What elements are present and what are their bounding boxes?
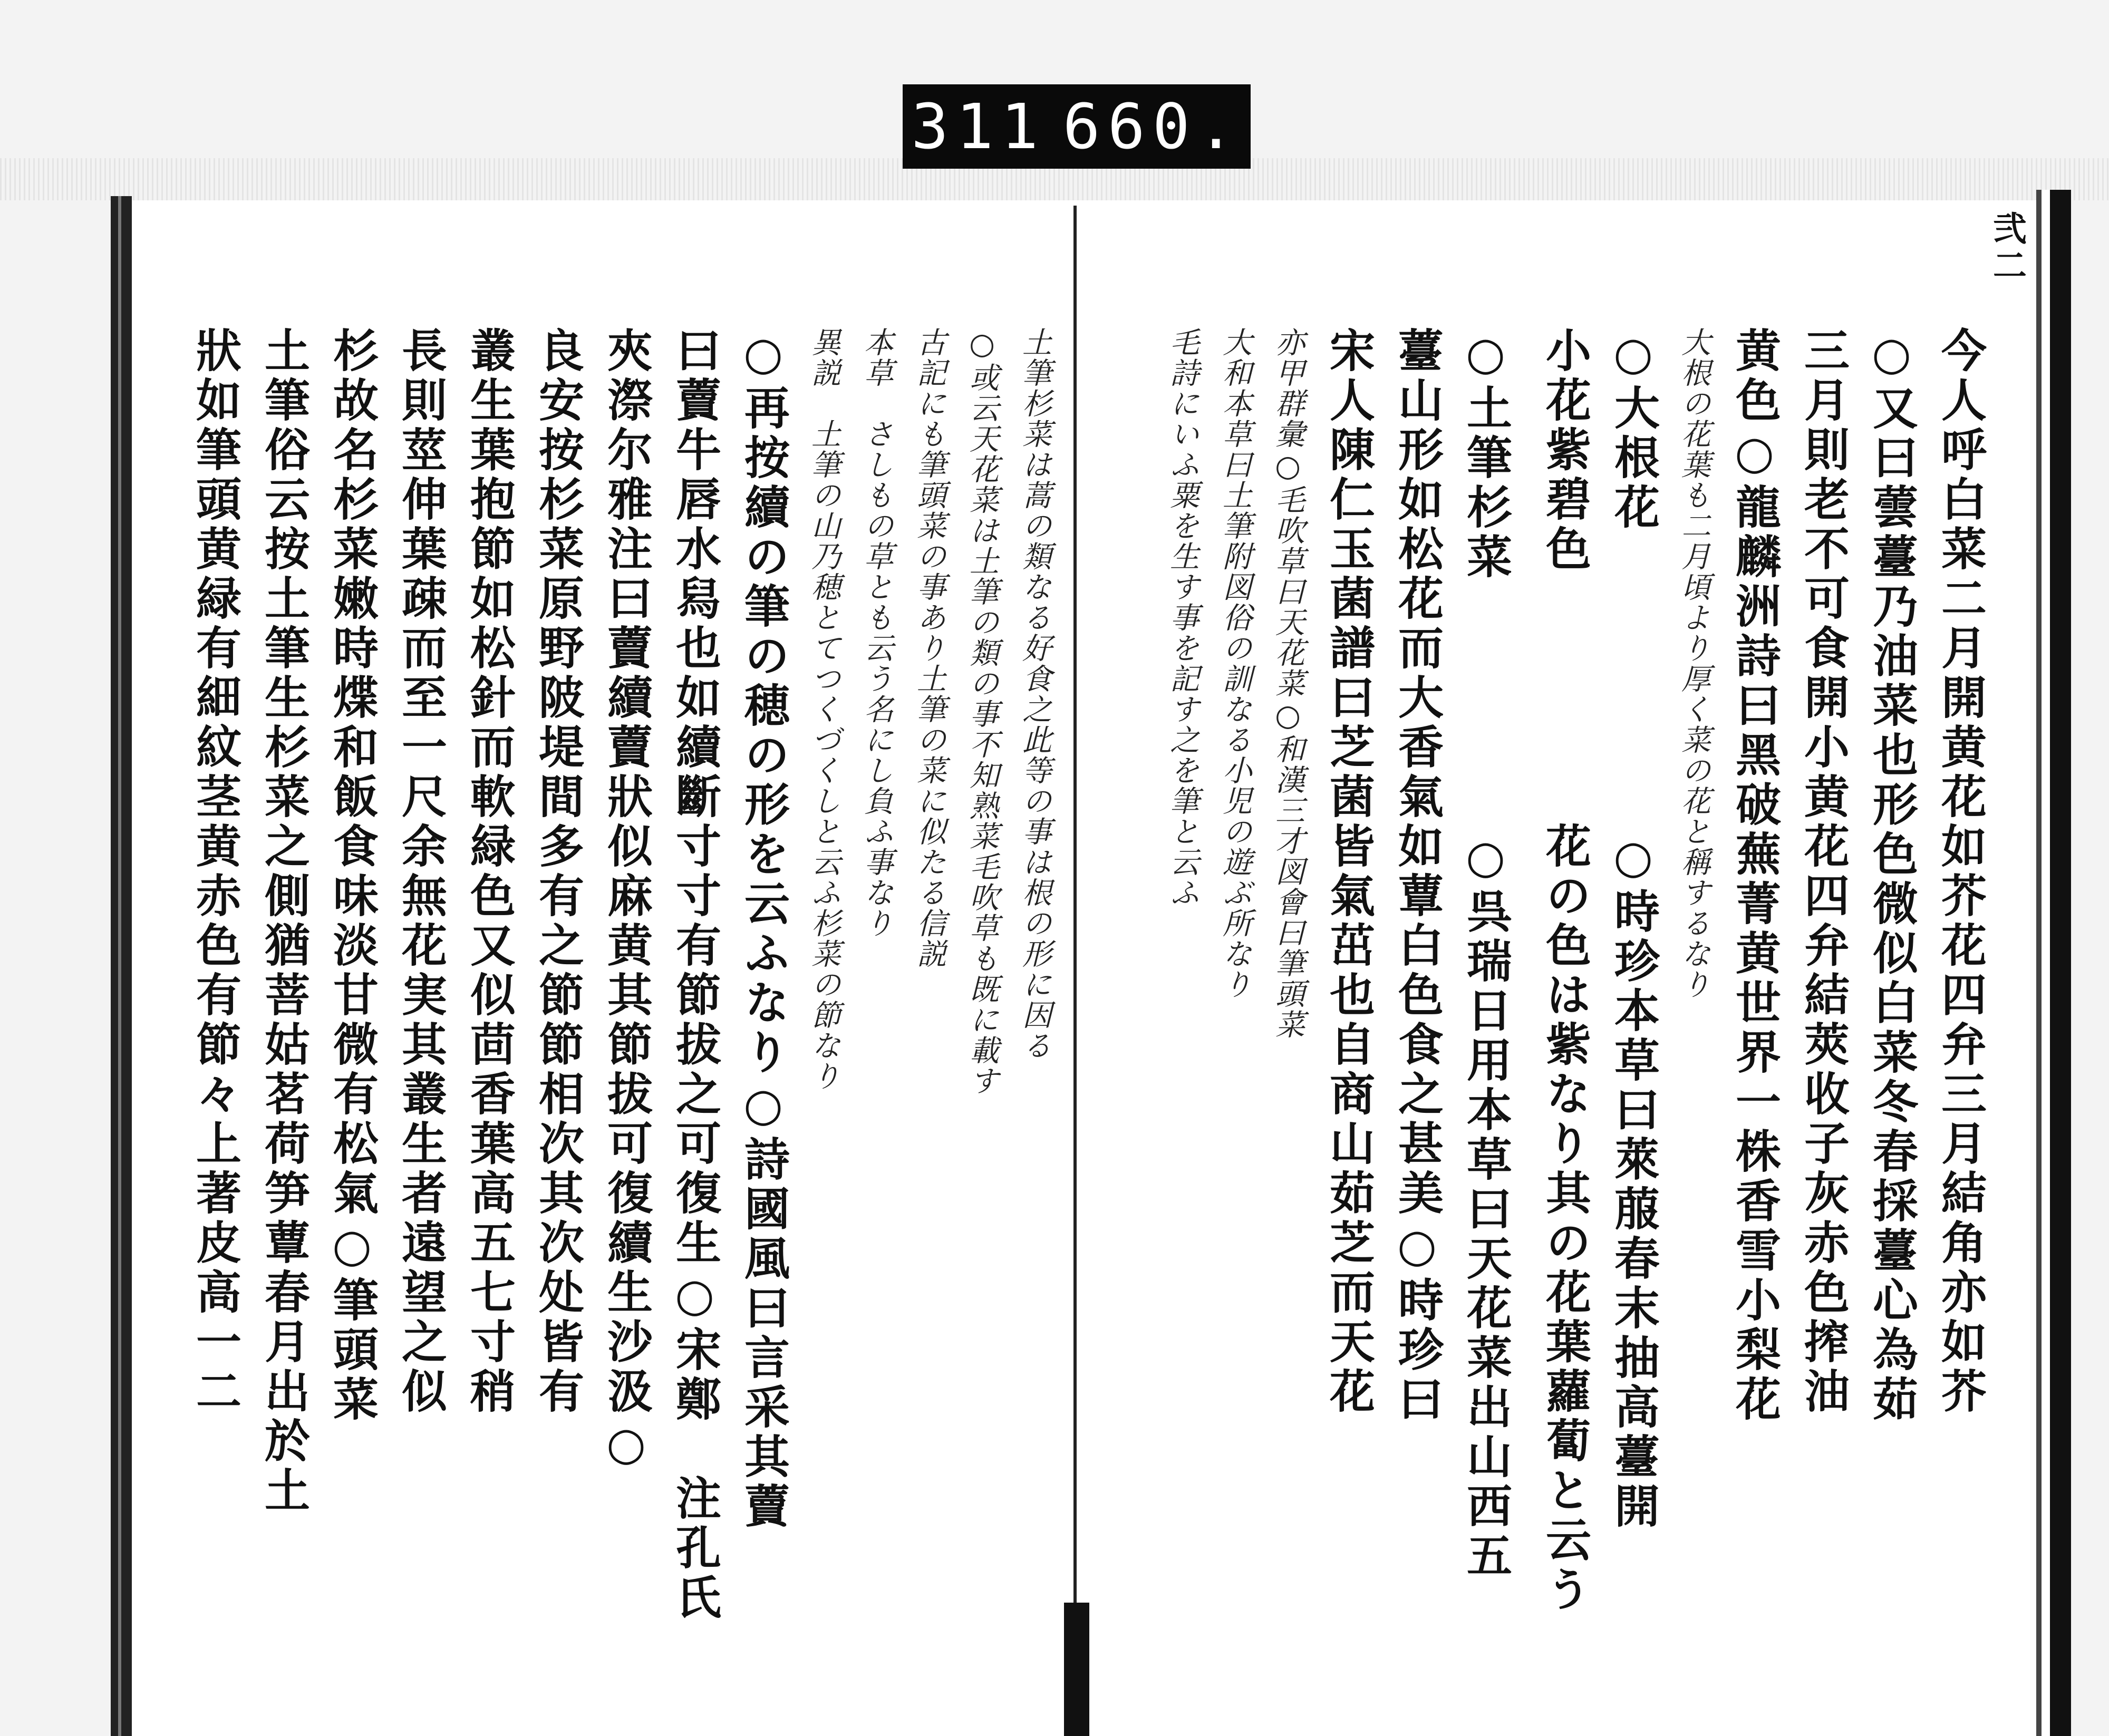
text-column: 今人呼白菜二月開黄花如芥花四弁三月結角亦如芥 [1933,327,1987,1417]
text-column: 夾漈尔雅注曰藚續藚狀似麻黄其節拔可復續生沙汲○ [599,327,653,1475]
text-column: 薹山形如松花而大香氣如蕈白色食之甚美○時珍曰 [1390,327,1444,1425]
text-column: 土筆俗云按土筆生杉菜之側猶菩姑茗荷笋蕈春月出於土 [257,327,310,1516]
left-page-text [153,327,1052,1645]
text-column: ○再按續の筆の穂の形を云ふなり○詩國風曰言采其藚 [737,327,790,1532]
label-number-left: 311 [911,90,1046,163]
text-column: 良安按杉菜原野陂堤間多有之節節相次其次处皆有 [531,327,584,1417]
right-page-text [1118,327,1987,1645]
cursive-annotation-column: 土筆杉菜は蒿の類なる好食之此等の事は根の形に因る [1018,327,1052,1061]
text-column: 長則莖伸葉疎而至一尺余無花実其叢生者遠望之似 [394,327,447,1417]
text-column: 黄色○龍麟洲詩曰黑破蕪菁黄世界一株香雪小梨花 [1728,327,1781,1425]
text-column: 曰藚牛唇水舄也如續斷寸寸有節拔之可復生○宋鄭 注孔氏 [668,327,721,1623]
gutter-shadow [1064,1603,1089,1736]
cursive-annotation-column: 本草 さしもの草とも云う名にし負ふ事なり [859,327,894,938]
text-column: 三月則老不可食開小黄花四弁結莢收子灰赤色搾油 [1796,327,1850,1417]
left-page-edge [111,196,132,1736]
cursive-annotation-column: 毛詩にいふ粟を生す事を記す之を筆と云ふ [1165,327,1199,908]
text-column: 叢生葉抱節如松針而軟緑色又似茴香葉高五七寸稍 [462,327,516,1417]
text-column: 宋人陳仁玉菌譜曰芝菌皆氣茁也自商山茹芝而天花 [1322,327,1375,1417]
cursive-annotation-column: 大根の花葉も二月頃より厚く菜の花と稱するなり [1677,327,1711,1000]
cursive-annotation-column: 亦甲群彙○毛吹草曰天花菜○和漢三才図會曰筆頭菜 [1271,327,1305,1040]
right-page-edge [2036,190,2071,1736]
cursive-annotation-column: 古記にも筆頭菜の事あり土筆の菜に似たる信説 [912,327,946,969]
text-column: ○又曰蕓薹乃油菜也形色微似白菜冬春採薹心為茹 [1865,327,1918,1425]
entry-heading-daikon: ○大根花 ○時珍本草曰萊菔春末抽高薹開 [1607,327,1660,1532]
cursive-annotation-column: 異説 土筆の山乃穂とてつくづくしと云ふ杉菜の節なり [807,327,841,1091]
cursive-annotation-column: 大和本草曰土筆附図俗の訓なる小児の遊ぶ所なり [1218,327,1252,1000]
text-column: 杉故名杉菜嫩時煠和飯食味淡甘微有松氣○筆頭菜 [325,327,379,1425]
text-column: 狀如筆頭黄緑有細紋茎黄赤色有節々上著皮高一二 [188,327,241,1417]
text-column: 小花紫碧色 花の色は紫なり其の花葉蘿蔔と云う [1538,327,1591,1615]
book-gutter [1073,206,1077,1736]
page-number: 弐二 [1987,211,2027,285]
archive-label-tag [903,84,1251,169]
entry-heading-tsukushi: ○土筆杉菜 ○呉瑞日用本草曰天花菜出山西五 [1459,327,1512,1582]
label-number-right: 660. [1062,90,1242,163]
cursive-annotation-column: ○或云天花菜は土筆の類の事不知熟菜毛吹草も既に載す [965,327,999,1096]
